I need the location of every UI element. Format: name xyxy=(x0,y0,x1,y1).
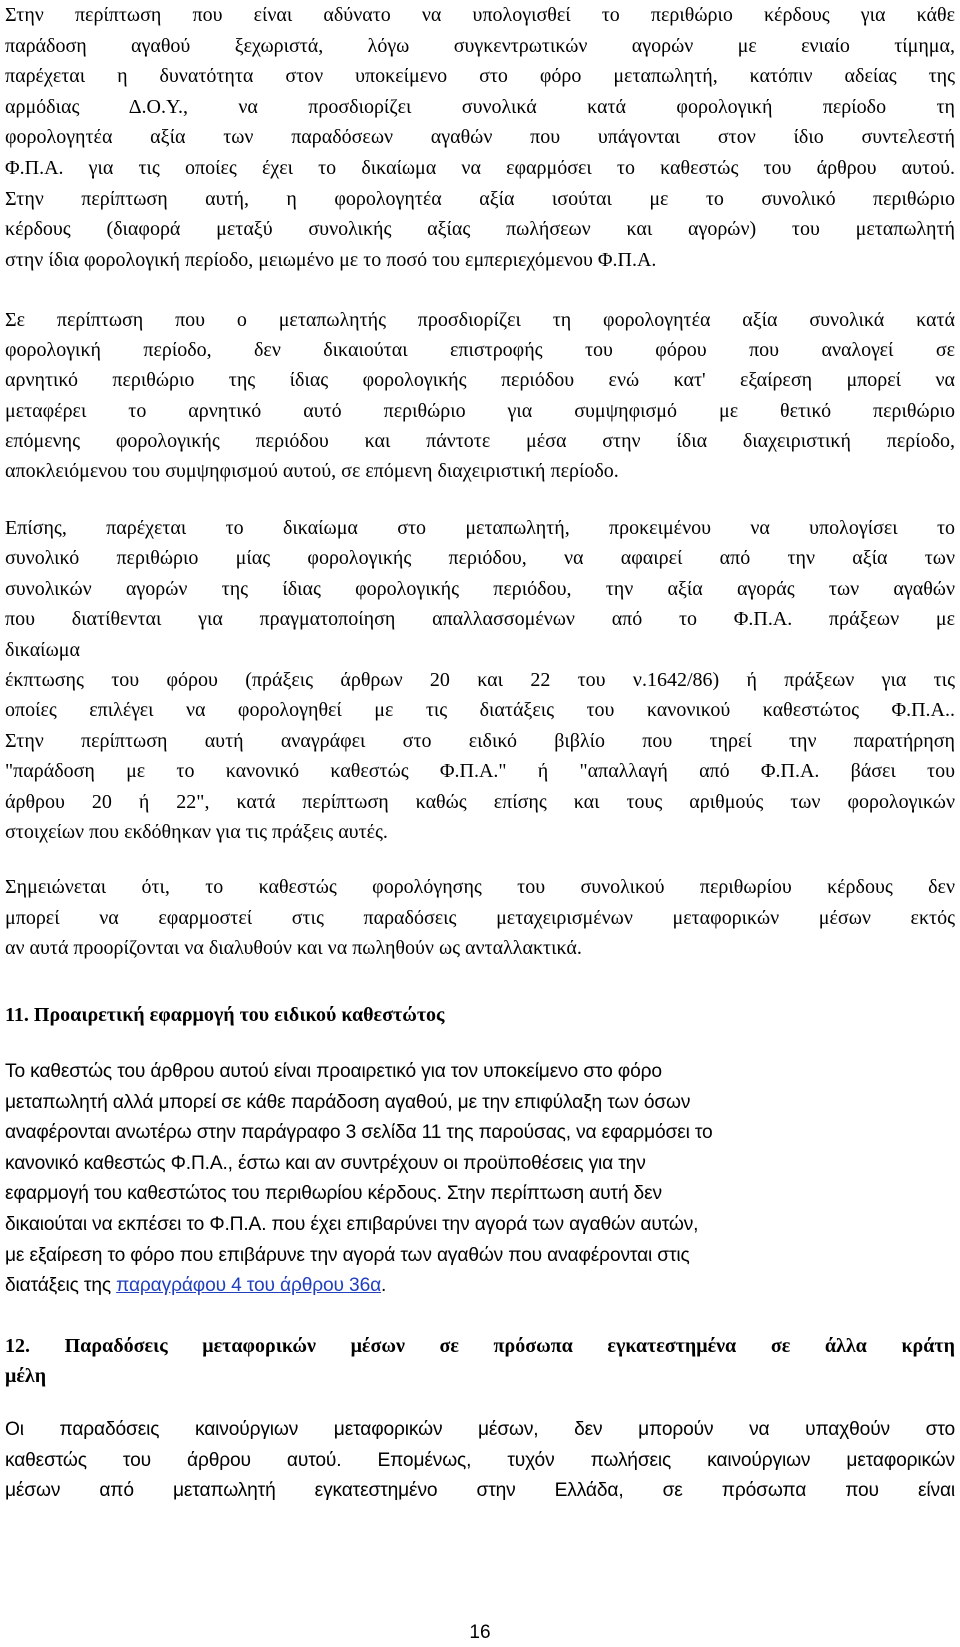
text-line: παρέχεται η δυνατότητα στον υποκείμενο στο φόρο μεταπωλητή, κατόπιν αδείας της xyxy=(5,65,955,88)
text-fragment: διατάξεις της xyxy=(5,1275,117,1297)
text-line: συνολικών αγορών της ίδιας φορολογικής περιόδου, την αξία αγοράς των αγαθών xyxy=(5,577,955,600)
text-line: αναφέρονται ανωτέρω στην παράγραφο 3 σελίδα 11 της παρούσας, να εφαρμόσει το xyxy=(5,1122,713,1144)
text-line: καθεστώς του άρθρου αυτού. Επομένως, τυχόν πωλήσεις καινούργιων μεταφορικών xyxy=(5,1449,955,1471)
text-line: "παράδοση με το κανονικό καθεστώς Φ.Π.Α." ή "απαλλαγή από Φ.Π.Α. βάσει του xyxy=(5,760,955,783)
text-line: αν αυτά προορίζονται να διαλυθούν και να πωληθούν ως ανταλλακτικά. xyxy=(5,937,582,960)
article-36a-link[interactable]: παραγράφου 4 του άρθρου 36α xyxy=(116,1275,382,1297)
heading-line: 12. Παραδόσεις μεταφορικών μέσων σε πρόσωπα εγκατεστημένα σε άλλα κράτη xyxy=(5,1335,955,1357)
text-line: στοιχείων που εκδόθηκαν για τις πράξεις αυτές. xyxy=(5,820,388,843)
text-line: Φ.Π.Α. για τις οποίες έχει το δικαίωμα να εφαρμόσει το καθεστώς του άρθρου αυτού. xyxy=(5,156,955,179)
text-line: συνολικό περιθώριο μίας φορολογικής περιόδου, να αφαιρεί από την αξία των xyxy=(5,547,955,570)
text-line: έκπτωσης του φόρου (πράξεις άρθρων 20 και 22 του ν.1642/86) ή πράξεων για τις xyxy=(5,668,955,691)
text-line: που διατίθενται για πραγματοποίηση απαλλασσομένων από το Φ.Π.Α. πράξεων με xyxy=(5,608,955,631)
text-line: Επίσης, παρέχεται το δικαίωμα στο μεταπωλητή, προκειμένου να υπολογίσει το xyxy=(5,517,955,539)
text-line: κανονικό καθεστώς Φ.Π.Α., έστω και αν συντρέχουν οι προϋποθέσεις για την xyxy=(5,1152,646,1174)
section-heading-12 xyxy=(5,1331,955,1391)
paragraph-6 xyxy=(5,1415,955,1507)
text-line: αρμόδιας Δ.Ο.Υ., να προσδιορίζει συνολικά κατά φορολογική περίοδο τη xyxy=(5,95,955,118)
text-line: μεταπωλητή αλλά μπορεί σε κάθε παράδοση αγαθού, με την επιφύλαξη των όσων xyxy=(5,1091,691,1113)
text-line: δικαιούται να εκπέσει το Φ.Π.Α. που έχει επιβαρύνει την αγορά των αγαθών αυτών, xyxy=(5,1213,699,1235)
section-heading-11 xyxy=(5,1000,955,1030)
text-line: δικαίωμα xyxy=(5,638,80,661)
text-line: Οι παραδόσεις καινούργιων μεταφορικών μέσων, δεν μπορούν να υπαχθούν στο xyxy=(5,1419,955,1440)
paragraph-1 xyxy=(5,0,955,275)
text-line-with-link xyxy=(5,1271,955,1302)
heading-line: μέλη xyxy=(5,1365,47,1388)
text-line: φορολογική περίοδο, δεν δικαιούται επιστροφής του φόρου που αναλογεί σε xyxy=(5,339,955,362)
paragraph-3 xyxy=(5,513,955,847)
paragraph-5 xyxy=(5,1057,955,1302)
text-line: οποίες επιλέγει να φορολογηθεί με τις διατάξεις του κανονικού καθεστώτος Φ.Π.Α.. xyxy=(5,699,955,722)
text-line: επόμενης φορολογικής περιόδου και πάντοτε μέσα στην ίδια διαχειριστική περίοδο, xyxy=(5,429,955,452)
text-line: εφαρμογή του καθεστώτος του περιθωρίου κέρδους. Στην περίπτωση αυτή δεν xyxy=(5,1183,662,1205)
text-line: αποκλειόμενου του συμψηφισμού αυτού, σε επόμενη διαχειριστική περίοδο. xyxy=(5,459,619,482)
text-line: παράδοση αγαθού ξεχωριστά, λόγω συγκεντρωτικών αγορών με ενιαίο τίμημα, xyxy=(5,34,955,57)
text-line: άρθρου 20 ή 22", κατά περίπτωση καθώς επίσης και τους αριθμούς των φορολογικών xyxy=(5,790,955,813)
paragraph-2 xyxy=(5,305,955,486)
text-line: Σημειώνεται ότι, το καθεστώς φορολόγησης του συνολικού περιθωρίου κέρδους δεν xyxy=(5,876,955,898)
text-line: μέσων από μεταπωλητή εγκατεστημένο στην Ελλάδα, σε πρόσωπα που είναι xyxy=(5,1480,955,1502)
text-line: μεταφέρει το αρνητικό αυτό περιθώριο για συμψηφισμό με θετικό περιθώριο xyxy=(5,399,955,422)
text-line: μπορεί να εφαρμοστεί στις παραδόσεις μεταχειρισμένων μεταφορικών μέσων εκτός xyxy=(5,906,955,929)
text-line: φορολογητέα αξία των παραδόσεων αγαθών που υπάγονται στον ίδιο συντελεστή xyxy=(5,126,955,149)
paragraph-4 xyxy=(5,872,955,964)
text-line: Στην περίπτωση που είναι αδύνατο να υπολογισθεί το περιθώριο κέρδους για κάθε xyxy=(5,4,955,26)
text-line: αρνητικό περιθώριο της ίδιας φορολογικής περιόδου ενώ κατ' εξαίρεση μπορεί να xyxy=(5,369,955,392)
text-line: Στην περίπτωση αυτή, η φορολογητέα αξία ισούται με το συνολικό περιθώριο xyxy=(5,187,955,210)
text-line: Στην περίπτωση αυτή αναγράφει στο ειδικό βιβλίο που τηρεί την παρατήρηση xyxy=(5,729,955,752)
text-line: Σε περίπτωση που ο μεταπωλητής προσδιορίζει τη φορολογητέα αξία συνολικά κατά xyxy=(5,309,955,331)
page-number: 16 xyxy=(469,1622,491,1643)
text-fragment: . xyxy=(381,1275,387,1297)
text-line: στην ίδια φορολογική περίοδο, μειωμένο με το ποσό του εμπεριεχόμενου Φ.Π.Α. xyxy=(5,248,657,271)
text-line: Το καθεστώς του άρθρου αυτού είναι προαιρετικό για τον υποκείμενο στο φόρο xyxy=(5,1061,662,1082)
heading-line: 11. Προαιρετική εφαρμογή του ειδικού καθεστώτος xyxy=(5,1004,445,1026)
text-line: κέρδους (διαφορά μεταξύ συνολικής αξίας πωλήσεων και αγορών) του μεταπωλητή xyxy=(5,218,955,241)
text-line: με εξαίρεση το φόρο που επιβάρυνε την αγορά των αγαθών που αναφέρονται στις xyxy=(5,1244,690,1266)
